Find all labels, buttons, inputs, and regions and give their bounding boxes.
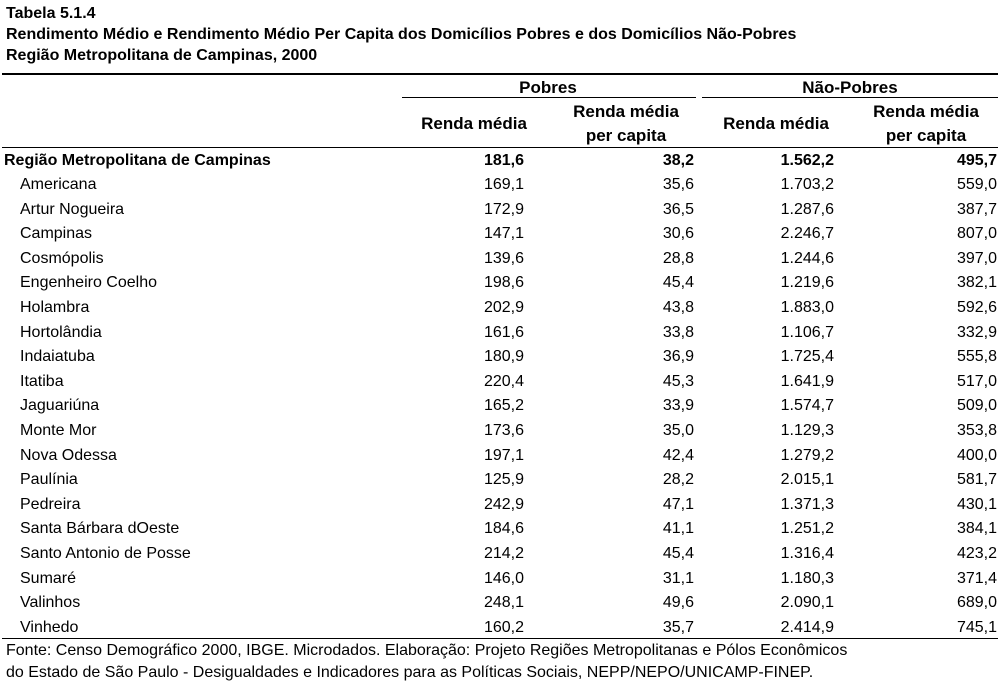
cell-pobres-renda: 173,6: [483, 422, 524, 439]
row-name: Sumaré: [20, 570, 77, 587]
group-rule-nao-pobres: [702, 97, 998, 98]
cell-nao-pobres-pc: 689,0: [956, 594, 997, 611]
bottom-rule: [2, 638, 998, 639]
cell-pobres-renda: 125,9: [483, 471, 524, 488]
cell-nao-pobres-pc: 581,7: [956, 471, 997, 488]
row-name: Paulínia: [20, 471, 78, 488]
total-pobres-pc: 38,2: [662, 152, 694, 169]
row-name: Itatiba: [20, 373, 64, 390]
total-row-name: Região Metropolitana de Campinas: [4, 152, 271, 169]
table-title: Rendimento Médio e Rendimento Médio Per Capita dos Domicílios Pobres e dos Domicílios Não-Pobres: [6, 26, 797, 43]
cell-pobres-renda: 242,9: [483, 496, 524, 513]
cell-nao-pobres-renda: 1.703,2: [780, 176, 834, 193]
cell-nao-pobres-renda: 1.287,6: [780, 201, 834, 218]
cell-nao-pobres-renda: 1.371,3: [780, 496, 834, 513]
cell-pobres-renda: 184,6: [483, 520, 524, 537]
cell-pobres-pc: 33,8: [662, 324, 694, 341]
cell-nao-pobres-renda: 1.316,4: [780, 545, 834, 562]
cell-pobres-renda: 220,4: [483, 373, 524, 390]
cell-nao-pobres-renda: 1.279,2: [780, 447, 834, 464]
cell-pobres-renda: 197,1: [483, 447, 524, 464]
cell-pobres-renda: 202,9: [483, 299, 524, 316]
cell-nao-pobres-pc: 745,1: [956, 619, 997, 636]
cell-nao-pobres-pc: 400,0: [956, 447, 997, 464]
col-header-nao-pobres-renda: Renda média: [723, 114, 829, 133]
group-rule-pobres: [402, 97, 696, 98]
cell-nao-pobres-renda: 1.219,6: [780, 274, 834, 291]
group-header-nao-pobres: Não-Pobres: [802, 78, 898, 97]
total-nao-pobres-renda: 1.562,2: [780, 152, 834, 169]
cell-nao-pobres-pc: 353,8: [956, 422, 997, 439]
col-header-pobres-renda: Renda média: [421, 114, 527, 133]
cell-nao-pobres-pc: 423,2: [956, 545, 997, 562]
cell-nao-pobres-renda: 1.725,4: [780, 348, 834, 365]
row-name: Holambra: [20, 299, 90, 316]
cell-pobres-pc: 42,4: [662, 447, 694, 464]
cell-nao-pobres-renda: 1.129,3: [780, 422, 834, 439]
cell-pobres-renda: 248,1: [483, 594, 524, 611]
cell-pobres-pc: 30,6: [662, 225, 694, 242]
row-name: Monte Mor: [20, 422, 97, 439]
source-note: [6, 640, 847, 684]
source-note-line1: Fonte: Censo Demográfico 2000, IBGE. Microdados. Elaboração: Projeto Regiões Metropolitanas e Pólos Econômicos: [6, 642, 848, 659]
cell-nao-pobres-renda: 1.106,7: [780, 324, 834, 341]
cell-nao-pobres-pc: 397,0: [956, 250, 997, 267]
cell-nao-pobres-pc: 509,0: [956, 397, 997, 414]
cell-pobres-renda: 214,2: [483, 545, 524, 562]
table-subtitle: Região Metropolitana de Campinas, 2000: [6, 47, 318, 64]
cell-pobres-pc: 36,9: [662, 348, 694, 365]
row-name: Santa Bárbara dOeste: [20, 520, 180, 537]
cell-pobres-renda: 169,1: [483, 176, 524, 193]
row-name: Nova Odessa: [20, 447, 117, 464]
cell-pobres-pc: 35,7: [662, 619, 694, 636]
cell-pobres-renda: 139,6: [483, 250, 524, 267]
cell-pobres-pc: 28,8: [662, 250, 694, 267]
row-name: Santo Antonio de Posse: [20, 545, 191, 562]
cell-pobres-renda: 160,2: [483, 619, 524, 636]
cell-pobres-pc: 45,4: [662, 274, 694, 291]
cell-nao-pobres-renda: 2.246,7: [780, 225, 834, 242]
cell-pobres-pc: 49,6: [662, 594, 694, 611]
cell-nao-pobres-pc: 382,1: [956, 274, 997, 291]
row-name: Indaiatuba: [20, 348, 95, 365]
cell-pobres-renda: 165,2: [483, 397, 524, 414]
cell-pobres-pc: 41,1: [662, 520, 694, 537]
cell-pobres-pc: 31,1: [662, 570, 694, 587]
cell-nao-pobres-renda: 2.414,9: [780, 619, 834, 636]
row-name: Pedreira: [20, 496, 81, 513]
cell-nao-pobres-renda: 1.641,9: [780, 373, 834, 390]
row-name: Valinhos: [20, 594, 81, 611]
cell-pobres-pc: 35,6: [662, 176, 694, 193]
col-header-pobres-pc-line1: Renda média: [573, 102, 679, 121]
cell-pobres-pc: 45,3: [662, 373, 694, 390]
cell-nao-pobres-pc: 371,4: [956, 570, 997, 587]
row-name: Hortolândia: [20, 324, 102, 341]
row-name: Americana: [20, 176, 97, 193]
cell-nao-pobres-pc: 555,8: [956, 348, 997, 365]
cell-pobres-renda: 172,9: [483, 201, 524, 218]
col-header-pobres-pc-line2: per capita: [585, 126, 667, 145]
cell-nao-pobres-pc: 559,0: [956, 176, 997, 193]
header-bottom-rule: [2, 147, 998, 148]
col-header-nao-pobres-pc-line1: Renda média: [873, 102, 979, 121]
total-pobres-renda: 181,6: [483, 152, 524, 169]
table-header: [6, 3, 796, 66]
group-header-pobres: Pobres: [519, 78, 577, 97]
cell-nao-pobres-pc: 517,0: [956, 373, 997, 390]
cell-pobres-pc: 36,5: [662, 201, 694, 218]
cell-pobres-pc: 47,1: [662, 496, 694, 513]
cell-nao-pobres-renda: 1.251,2: [780, 520, 834, 537]
cell-nao-pobres-renda: 1.244,6: [780, 250, 834, 267]
source-note-line2: do Estado de São Paulo - Desigualdades e Indicadores para as Políticas Sociais, NEPP/NEPO/UNICAMP-FINEP.: [6, 664, 814, 681]
row-name: Cosmópolis: [20, 250, 104, 267]
total-nao-pobres-pc: 495,7: [956, 152, 997, 169]
cell-nao-pobres-pc: 430,1: [956, 496, 997, 513]
cell-pobres-renda: 161,6: [483, 324, 524, 341]
cell-pobres-renda: 180,9: [483, 348, 524, 365]
cell-pobres-pc: 43,8: [662, 299, 694, 316]
cell-pobres-pc: 45,4: [662, 545, 694, 562]
cell-nao-pobres-renda: 2.090,1: [780, 594, 834, 611]
row-name: Jaguariúna: [20, 397, 100, 414]
cell-pobres-renda: 147,1: [483, 225, 524, 242]
cell-pobres-renda: 198,6: [483, 274, 524, 291]
table-number: Tabela 5.1.4: [6, 5, 96, 22]
cell-pobres-pc: 35,0: [662, 422, 694, 439]
cell-nao-pobres-renda: 1.883,0: [780, 299, 834, 316]
cell-nao-pobres-renda: 1.180,3: [780, 570, 834, 587]
cell-nao-pobres-pc: 384,1: [956, 520, 997, 537]
cell-nao-pobres-pc: 387,7: [956, 201, 997, 218]
cell-nao-pobres-pc: 592,6: [956, 299, 997, 316]
cell-pobres-pc: 33,9: [662, 397, 694, 414]
row-name: Engenheiro Coelho: [20, 274, 157, 291]
cell-nao-pobres-renda: 2.015,1: [780, 471, 834, 488]
row-name: Campinas: [20, 225, 93, 242]
top-rule: [2, 73, 998, 75]
cell-nao-pobres-pc: 332,9: [956, 324, 997, 341]
row-name: Vinhedo: [20, 619, 79, 636]
cell-pobres-pc: 28,2: [662, 471, 694, 488]
cell-nao-pobres-renda: 1.574,7: [780, 397, 834, 414]
row-name: Artur Nogueira: [20, 201, 125, 218]
cell-nao-pobres-pc: 807,0: [956, 225, 997, 242]
cell-pobres-renda: 146,0: [483, 570, 524, 587]
col-header-nao-pobres-pc-line2: per capita: [885, 126, 967, 145]
